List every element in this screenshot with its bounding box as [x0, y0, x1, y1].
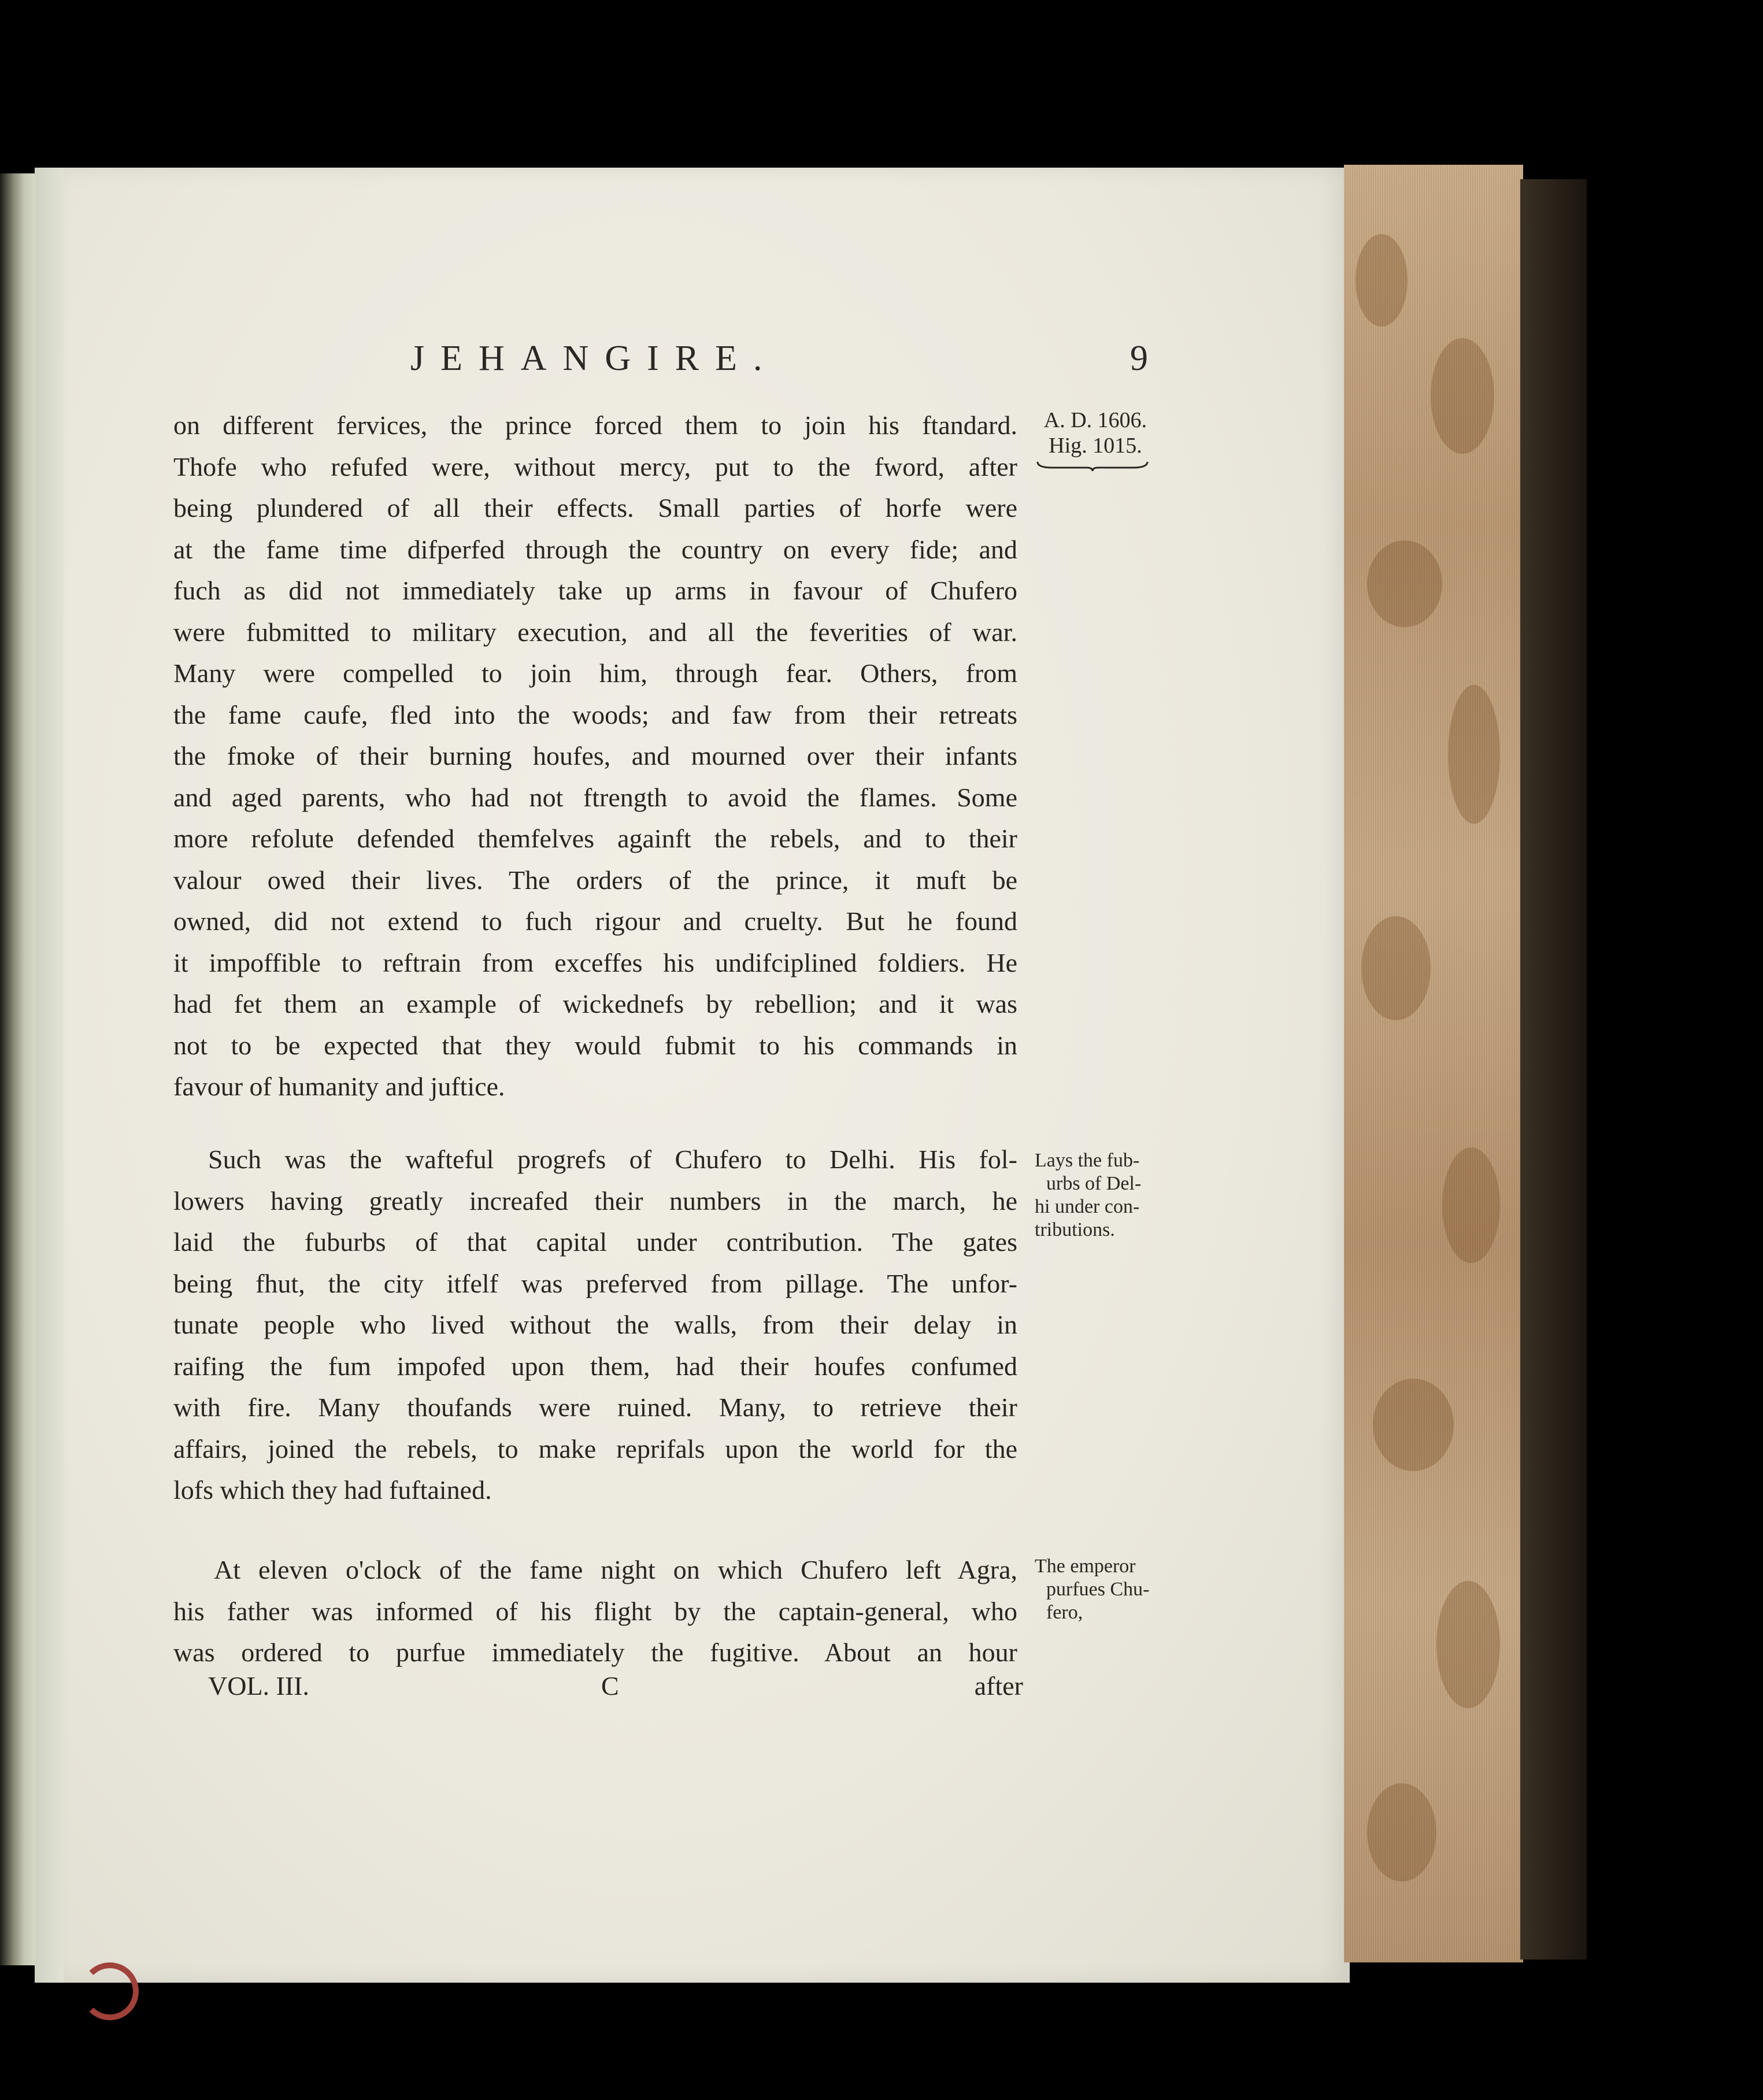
- paragraph-2: [173, 1139, 1017, 1511]
- text-line: was ordered to purfue immediately the fugitive. About an hour: [173, 1638, 1017, 1667]
- text-line: were fubmitted to military execution, and all the feverities of war.: [173, 617, 1017, 647]
- text-line: affairs, joined the rebels, to make reprifals upon the world for the: [173, 1434, 1017, 1464]
- text-line: it impoffible to reftrain from exceffes his undifciplined foldiers. He: [173, 947, 1017, 977]
- text-line: not to be expected that they would fubmit to his commands in: [173, 1030, 1017, 1060]
- margin-note-line: purfues Chu-: [1046, 1579, 1150, 1600]
- margin-note-suburbs: [1035, 1149, 1168, 1242]
- margin-note-line: fero,: [1046, 1602, 1083, 1623]
- margin-note-line: tributions.: [1035, 1219, 1115, 1240]
- text-line: valour owed their lives. The orders of the prince, it muft be: [173, 865, 1017, 895]
- text-line: lofs which they had fuftained.: [173, 1475, 492, 1505]
- text-line: more refolute defended themfelves againft the rebels, and to their: [173, 824, 1017, 853]
- margin-note-emperor: [1035, 1555, 1168, 1624]
- fore-edge: [1344, 165, 1523, 1962]
- text-line: raifing the fum impofed upon them, had their houfes confumed: [173, 1351, 1017, 1381]
- text-line: being fhut, the city itfelf was preferved from pillage. The unfor-: [173, 1268, 1017, 1298]
- page-number: 9: [1130, 339, 1148, 378]
- text-line: favour of humanity and juftice.: [173, 1072, 505, 1101]
- text-line: the fame caufe, fled into the woods; and faw from their retreats: [173, 699, 1017, 729]
- page-footer: [173, 1671, 1023, 1711]
- text-line: At eleven o'clock of the fame night on which Chufero left Agra,: [214, 1555, 1017, 1584]
- text-line: Thofe who refufed were, without mercy, put to the fword, after: [173, 451, 1017, 482]
- text-line: on different fervices, the prince forced them to join his ftandard.: [173, 410, 1017, 440]
- text-line: Such was the wafteful progrefs of Chufero to Delhi. His fol-: [208, 1145, 1017, 1174]
- date-line-ad: A. D. 1606.: [1043, 408, 1147, 432]
- signature-mark: C: [601, 1671, 619, 1701]
- margin-note-line: hi under con-: [1035, 1196, 1140, 1217]
- margin-note-line: Lays the fub-: [1035, 1150, 1140, 1171]
- text-line: laid the fuburbs of that capital under contribution. The gates: [173, 1227, 1017, 1257]
- paragraph-1: [173, 405, 1017, 1108]
- text-line: owned, did not extend to fuch rigour and cruelty. But he found: [173, 906, 1017, 936]
- text-line: being plundered of all their effects. Small parties of horfe were: [173, 493, 1017, 523]
- text-line: his father was informed of his flight by the captain-general, who: [173, 1596, 1017, 1626]
- text-line: lowers having greatly increafed their numbers in the march, he: [173, 1186, 1017, 1216]
- text-line: and aged parents, who had not ftrength to avoid the flames. Some: [173, 782, 1017, 812]
- margin-note-line: urbs of Del-: [1046, 1173, 1142, 1194]
- running-title: JEHANGIRE.: [410, 339, 779, 378]
- text-line: Many were compelled to join him, through fear. Others, from: [173, 658, 1017, 688]
- page-header: [0, 338, 1763, 390]
- brace-icon: [1035, 458, 1150, 472]
- paragraph-3: [173, 1549, 1017, 1673]
- date-line-hig: Hig. 1015.: [1049, 434, 1142, 458]
- text-line: fuch as did not immediately take up arms in favour of Chufero: [173, 576, 1017, 605]
- margin-note-date: [1035, 408, 1156, 472]
- book-cover-edge: [1520, 179, 1587, 1960]
- ribbon-ring: [81, 1962, 139, 2020]
- text-line: the fmoke of their burning houfes, and mourned over their infants: [173, 741, 1017, 771]
- text-line: tunate people who lived without the walls, from their delay in: [173, 1310, 1017, 1339]
- text-line: with fire. Many thoufands were ruined. Many, to retrieve their: [173, 1392, 1017, 1422]
- text-line: had fet them an example of wickednefs by rebellion; and it was: [173, 989, 1017, 1018]
- text-line: at the fame time difperfed through the country on every fide; and: [173, 534, 1017, 564]
- margin-note-line: The emperor: [1035, 1555, 1136, 1577]
- volume-number: VOL. III.: [208, 1671, 309, 1701]
- catchword: after: [974, 1671, 1023, 1701]
